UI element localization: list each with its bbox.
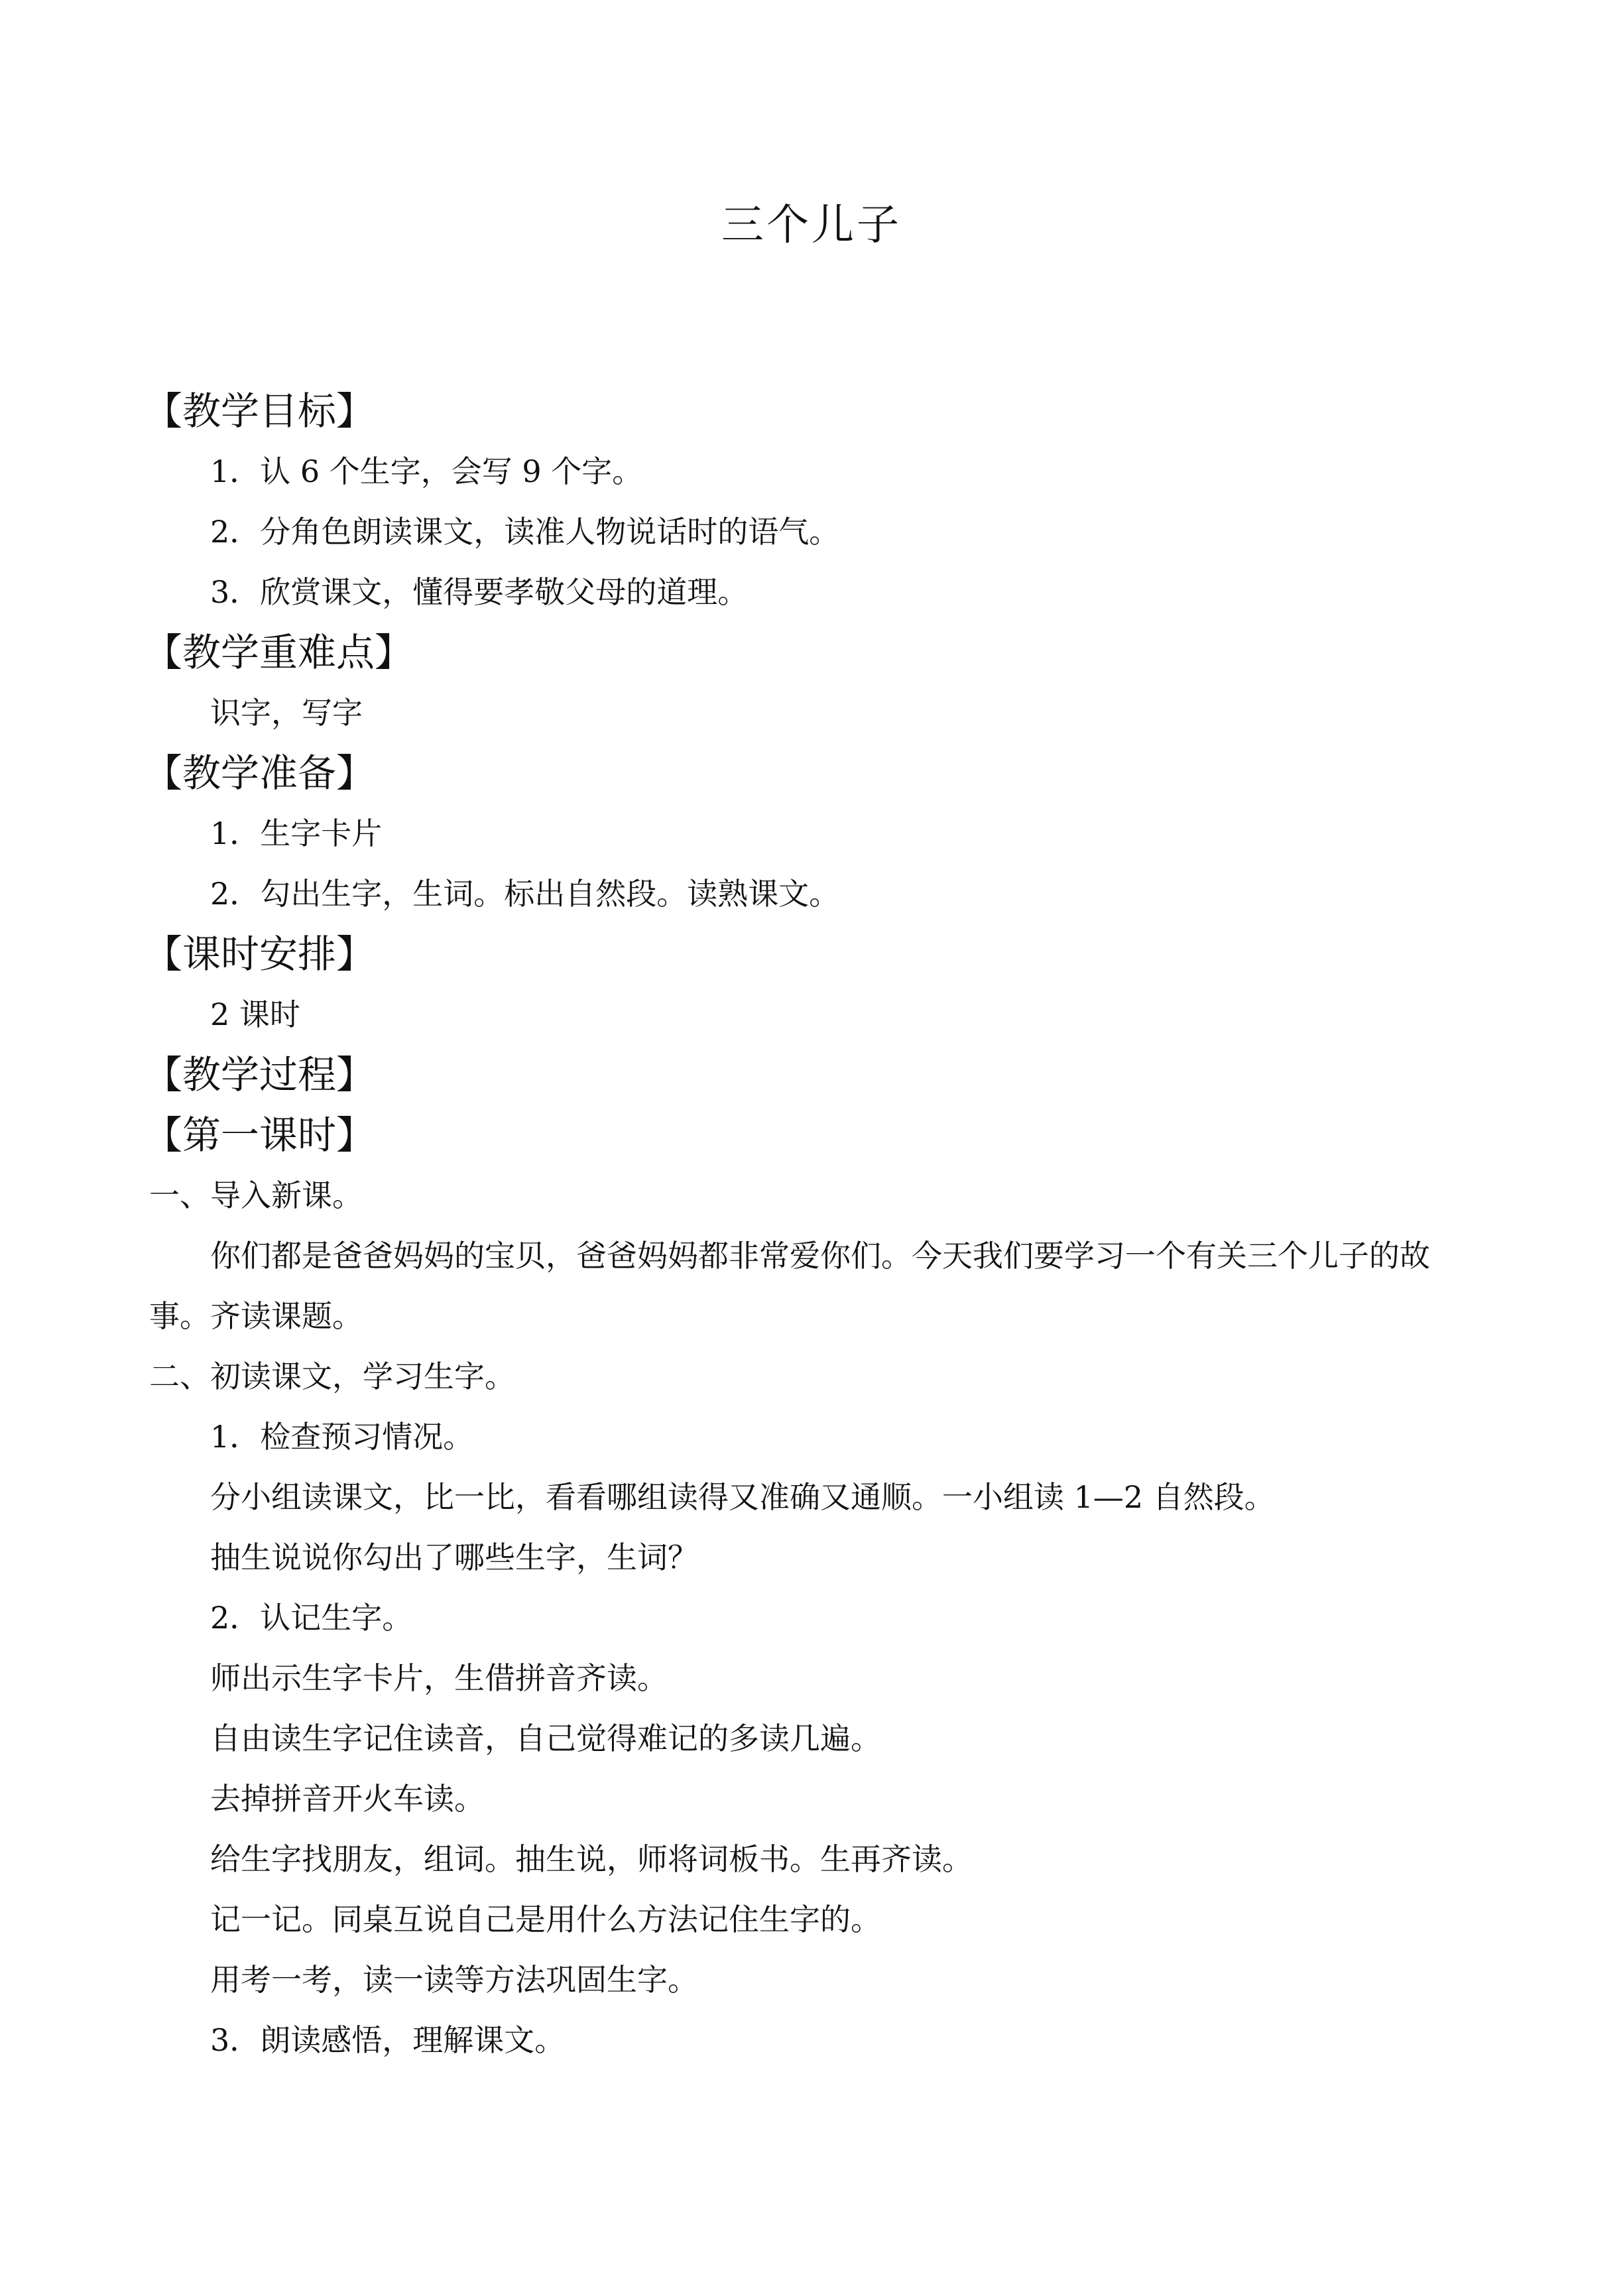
step-line: 记一记。同桌互说自己是用什么方法记住生字的。 — [210, 1902, 881, 1937]
step-line: 2．认记生字。 — [210, 1600, 413, 1636]
step-line: 分小组读课文，比一比，看看哪组读得又准确又通顺。一小组读 1—2 自然段。 — [210, 1479, 1275, 1515]
intro-paragraph: 你们都是爸爸妈妈的宝贝，爸爸妈妈都非常爱你们。今天我们要学习一个有关三个儿子的故事。齐读课题。 — [149, 1238, 1430, 1334]
heading-lesson-1: 【第一课时】 — [144, 1113, 375, 1158]
step-line: 给生字找朋友，组词。抽生说，师将词板书。生再齐读。 — [210, 1841, 973, 1877]
key-points-text: 识字，写字 — [210, 695, 363, 731]
heading-schedule: 【课时安排】 — [144, 932, 375, 977]
step-heading-first-reading: 二、初读课文，学习生字。 — [149, 1359, 515, 1394]
objective-item: 3．欣赏课文，懂得要孝敬父母的道理。 — [210, 574, 749, 610]
heading-preparation: 【教学准备】 — [144, 751, 375, 796]
objective-item: 2．分角色朗读课文，读准人物说话时的语气。 — [210, 514, 840, 550]
heading-key-points: 【教学重难点】 — [144, 630, 414, 675]
preparation-item: 2．勾出生字，生词。标出自然段。读熟课文。 — [210, 876, 840, 912]
step-line: 用考一考，读一读等方法巩固生字。 — [210, 1962, 698, 1998]
heading-objectives: 【教学目标】 — [144, 389, 375, 434]
objective-item: 1．认 6 个生字，会写 9 个字。 — [210, 453, 643, 489]
document-body — [144, 381, 1488, 2071]
step-line: 1．检查预习情况。 — [210, 1419, 474, 1455]
heading-process: 【教学过程】 — [144, 1052, 375, 1097]
step-heading-intro: 一、导入新课。 — [149, 1178, 363, 1213]
document-title: 三个儿子 — [721, 201, 902, 250]
preparation-item: 1．生字卡片 — [210, 816, 383, 851]
step-line: 师出示生字卡片，生借拼音齐读。 — [210, 1660, 668, 1696]
step-line: 自由读生字记住读音，自己觉得难记的多读几遍。 — [210, 1721, 881, 1756]
step-line: 3．朗读感悟，理解课文。 — [210, 2022, 566, 2058]
step-line: 去掉拼音开火车读。 — [210, 1781, 485, 1817]
schedule-text: 2 课时 — [210, 997, 300, 1032]
step-line: 抽生说说你勾出了哪些生字，生词？ — [210, 1540, 698, 1575]
